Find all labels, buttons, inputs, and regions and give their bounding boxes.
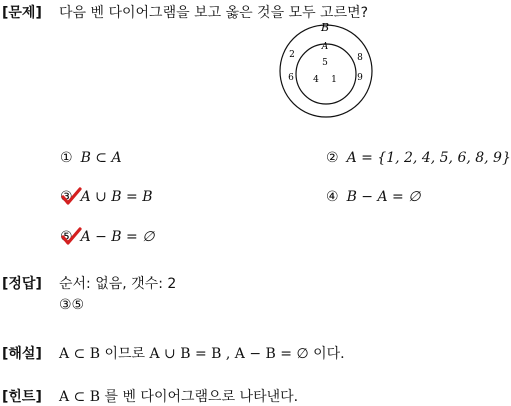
set-b-label: B xyxy=(320,21,330,34)
checkmark-icon xyxy=(60,186,82,208)
choice-1-number: ① xyxy=(60,150,73,166)
problem-tag: [문제] xyxy=(2,5,42,21)
element-b-1: 8 xyxy=(357,53,363,63)
answer-choices: ③⑤ xyxy=(59,297,85,313)
element-b-0: 2 xyxy=(289,50,295,60)
choice-1-text: B ⊂ A xyxy=(80,150,122,166)
set-b-circle xyxy=(280,25,372,117)
explanation-text: A ⊂ B 이므로 A ∪ B = B , A − B = ∅ 이다. xyxy=(59,346,345,362)
element-a-2: 1 xyxy=(331,75,337,85)
explanation-tag: [해설] xyxy=(2,346,42,362)
choice-4 xyxy=(326,189,420,205)
choice-2-text: A = {1, 2, 4, 5, 6, 8, 9} xyxy=(346,150,511,166)
element-a-1: 4 xyxy=(313,75,319,85)
answer-tag: [정답] xyxy=(2,276,42,292)
set-a-circle xyxy=(296,44,356,104)
hint-text: A ⊂ B 를 벤 다이어그램으로 나타낸다. xyxy=(59,389,299,405)
answer-summary: 순서: 없음, 갯수: 2 xyxy=(59,276,177,292)
element-b-2: 6 xyxy=(288,73,294,83)
choice-2 xyxy=(326,150,511,166)
choice-3-number: ③ xyxy=(60,189,73,205)
venn-diagram xyxy=(276,20,380,120)
choice-5-number: ⑤ xyxy=(60,229,73,245)
problem-question: 다음 벤 다이어그램을 보고 옳은 것을 모두 고르면? xyxy=(59,5,369,21)
checkmark-icon xyxy=(60,226,82,248)
choice-4-text: B − A = ∅ xyxy=(346,189,421,205)
set-a-label: A xyxy=(321,42,329,52)
hint-tag: [힌트] xyxy=(2,389,42,405)
choice-5-text: A − B = ∅ xyxy=(80,229,155,245)
choice-3-text: A ∪ B = B xyxy=(80,189,153,205)
choice-1 xyxy=(60,150,122,166)
choice-2-number: ② xyxy=(326,150,339,166)
choice-4-number: ④ xyxy=(326,189,339,205)
element-b-3: 9 xyxy=(357,73,363,83)
element-a-0: 5 xyxy=(322,58,328,68)
